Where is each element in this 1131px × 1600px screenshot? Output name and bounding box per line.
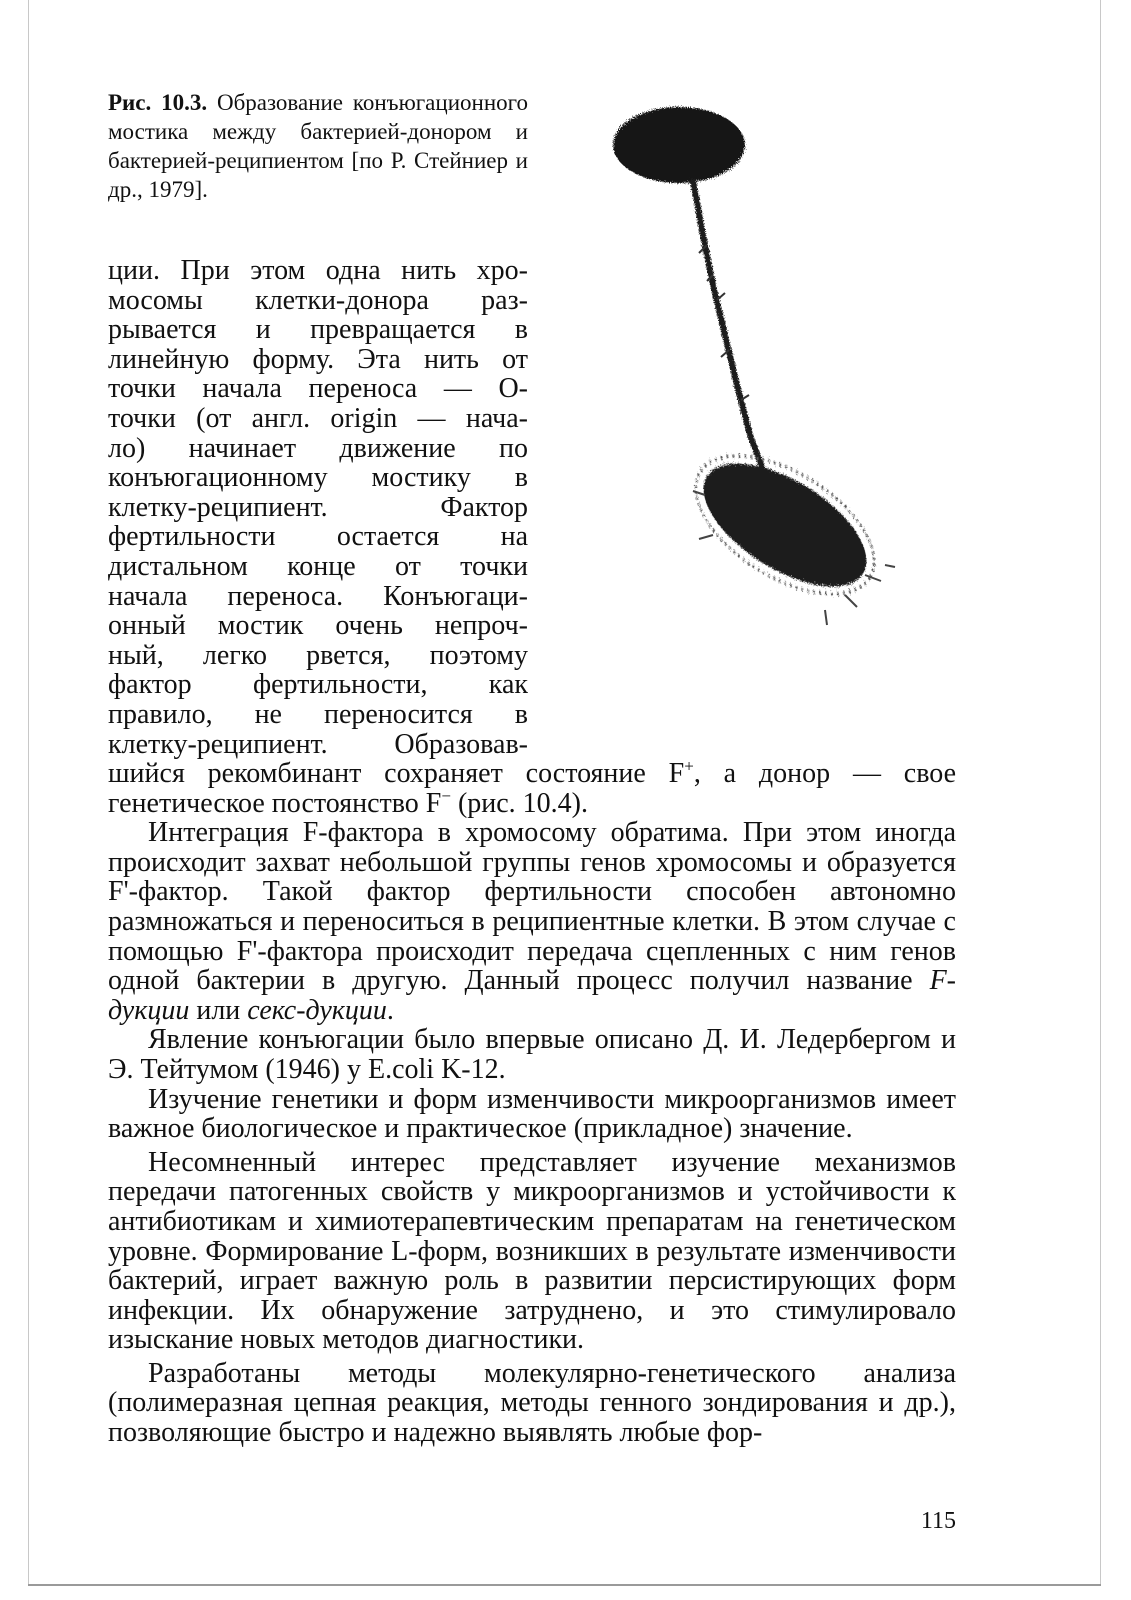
paragraph-continuation: шийся рекомбинант сохраняет состояние F+, а донор — свое генетическое постоянство F− (рис. 10.4). <box>108 756 956 819</box>
text-line: ции. При этом одна нить хро- <box>108 255 528 286</box>
text-line: фертильности остается на <box>108 521 528 553</box>
page-edge-left <box>28 0 29 1585</box>
figure-caption <box>108 88 528 204</box>
text-line: конъюгационному мостику в <box>108 462 528 494</box>
text-line: онный мостик очень непроч- <box>108 610 528 642</box>
text-line: мосомы клетки-донора раз- <box>108 284 528 316</box>
text-line: правило, не переносится в <box>108 698 528 730</box>
recipient-cell <box>673 428 898 622</box>
paragraph: Изучение генетики и форм изменчивости микроорганизмов имеет важное биологическое и практическое (прикладное) значение. <box>108 1083 956 1145</box>
figure-caption-text: Образование конъюгационного мостика между бактерией-донором и бактерией-реципиентом [по Р. Стейниер и др., 1979]. <box>108 90 528 202</box>
conjugation-bridge <box>693 181 763 470</box>
donor-cell <box>613 107 745 183</box>
left-column-text <box>108 256 528 759</box>
page-edge-bottom <box>28 1584 1101 1586</box>
paragraph: Явление конъюгации было впервые описано Д. И. Ледербергом и Э. Тейтумом (1946) у E.coli K-12. <box>108 1024 956 1085</box>
text-line: линейную форму. Эта нить от <box>108 343 528 375</box>
text-line: дистальном конце от точки <box>108 550 528 582</box>
paragraph: Разработаны методы молекулярно-генетического анализа (полимеразная цепная реакция, методы генного зондирования и др.), позволяющие быстро и надежно выявлять любые фор- <box>108 1357 956 1449</box>
figure-caption-label: Рис. 10.3. <box>108 90 208 115</box>
body-text <box>108 756 956 1449</box>
conjugation-bridge-micrograph <box>595 95 935 635</box>
text-line: ный, легко рвется, поэтому <box>108 639 528 671</box>
text-line: точки (от англ. origin — нача- <box>108 402 528 434</box>
paragraph: Несомненный интерес представляет изучение механизмов передачи патогенных свойств у микроорганизмов и устойчивости к антибиотикам и химиотерапевтическим препаратам на генетическом уровне. Формирование L-форм, возникших в результате изменчивости бактерий, играет важную роль в развитии персистирующих форм инфекции. Их обнаружение затруднено, и это стимулировало изыскание новых методов диагностики. <box>108 1146 956 1356</box>
text-line: ло) начинает движение по <box>108 432 528 464</box>
text-line: точки начала переноса — О- <box>108 373 528 405</box>
page-edge-right <box>1100 0 1101 1585</box>
text-line: начала переноса. Конъюгаци- <box>108 580 528 612</box>
paragraph-integration: Интеграция F-фактора в хромосому обратима. При этом иногда происходит захват небольшой группы генов хромосомы и образуется F'-фактор. Такой фактор фертильности способен автономно размножаться и переноситься в реципиентные клетки. В этом случае с помощью F'-фактора происходит передача сцепленных с ним генов одной бактерии в другую. Данный процесс получил название F-дукции или секс-дукции. <box>108 817 956 1026</box>
text-line: клетку-реципиент. Образовав- <box>108 728 528 760</box>
page-number: 115 <box>920 1508 956 1534</box>
text-line: фактор фертильности, как <box>108 669 528 701</box>
term-f-duction: F-дукции <box>108 965 956 1026</box>
text-line: клетку-реципиент. Фактор <box>108 491 528 523</box>
text-line: рывается и превращается в <box>108 314 528 346</box>
term-sex-duction: секс-дукции <box>247 994 387 1026</box>
